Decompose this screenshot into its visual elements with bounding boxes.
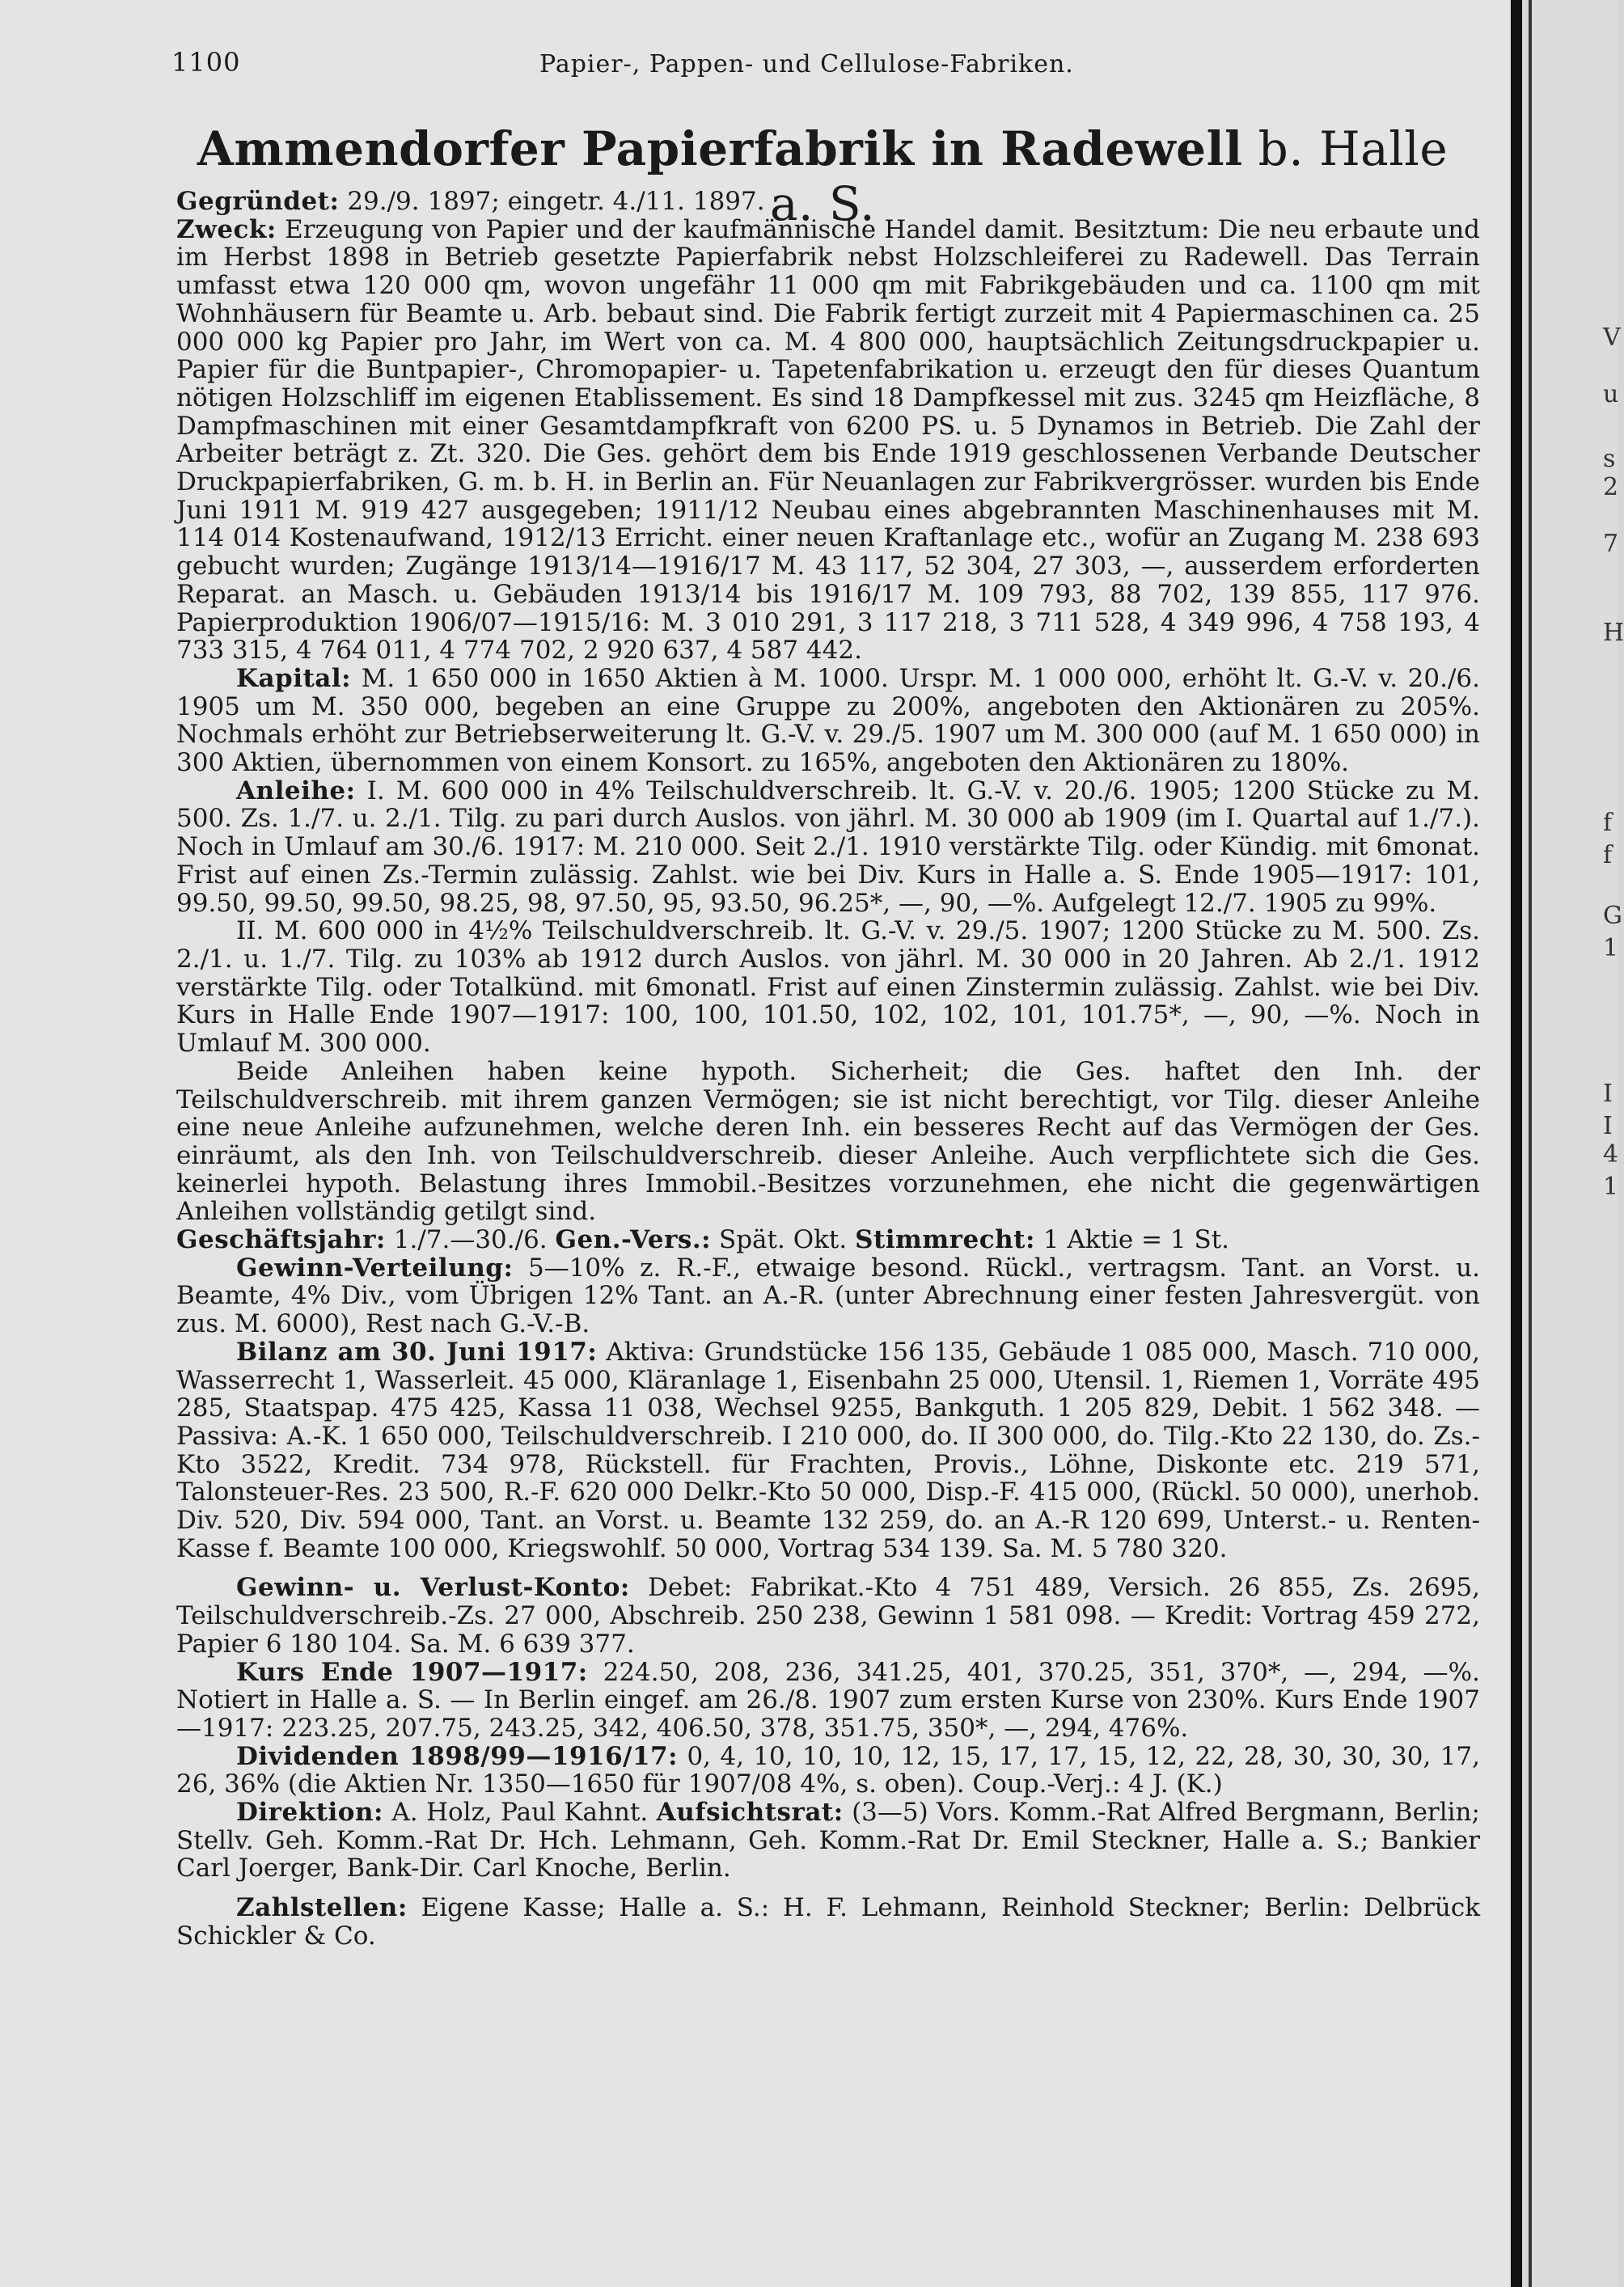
- section-label: Gewinn- u. Verlust-Konto:: [236, 1573, 630, 1603]
- section-anleihe-note: [176, 1058, 1480, 1226]
- section-zweck: [176, 216, 1480, 665]
- section-text: 0, 4, 10, 10, 10, 12, 15, 17, 17, 15, 12, 22, 28, 30, 30, 30, 17, 26, 36% (die Aktien Nr. 1350—1650 für 1907/08 4%, s. oben). Coup.-Verj.: 4 J. (K.): [176, 1741, 1480, 1799]
- aufsichtsrat-text: (3—5) Vors. Komm.-Rat Alfred Bergmann, Berlin; Stellv. Geh. Komm.-Rat Dr. Hch. Lehmann, Geh. Komm.-Rat Dr. Emil Steckner, Halle a. S.; Bankier Carl Joerger, Bank-Dir. Carl Knoche, Berlin.: [176, 1798, 1480, 1883]
- section-kurs: [176, 1659, 1480, 1743]
- margin-fragment: 4: [1603, 1140, 1619, 1169]
- section-text: II. M. 600 000 in 4½% Teilschuldverschreib. lt. G.-V. v. 29./5. 1907; 1200 Stücke zu M. 500. Zs. 2./1. u. 1./7. Tilg. zu 103% ab 1912 durch Auslos. von jährl. M. 30 000 in 20 Jahren. Ab 2./1. 1912 verstärkte Tilg. oder Totalkünd. mit 6monatl. Frist auf einen Zinstermin zulässig. Zahlst. wie bei Div. Kurs in Halle Ende 1907—1917: 100, 100, 101.50, 102, 102, 101, 101.75*, —, 90, —%. Noch in Umlauf M. 300 000.: [176, 916, 1480, 1059]
- spacer: [176, 1562, 1480, 1574]
- section-direktion: [176, 1799, 1480, 1883]
- page-number: 1100: [171, 47, 241, 78]
- section-zahlstellen: [176, 1894, 1480, 1950]
- section-text: M. 1 650 000 in 1650 Aktien à M. 1000. Urspr. M. 1 000 000, erhöht lt. G.-V. v. 20./6. 1905 um M. 350 000, begeben an eine Gruppe zu 200%, angeboten den Aktionären zu 205%. Nochmals erhöht zur Betriebserweiterung lt. G.-V. v. 29./5. 1907 um M. 300 000 (auf M. 1 650 000) in 300 Aktien, übernommen von einem Konsort. zu 165%, angeboten den Aktionären zu 180%.: [176, 663, 1480, 778]
- gv-text: Spät. Okt.: [718, 1225, 848, 1255]
- section-label: Kurs Ende 1907—1917:: [236, 1657, 588, 1687]
- section-text: Erzeugung von Papier und der kaufmännische Handel damit. Besitztum: Die neu erbaute und im Herbst 1898 in Betrieb gesetzte Papierfabrik nebst Holzschleiferei zu Radewell. Das Terrain umfasst etwa 120 000 qm, wovon ungefähr 11 000 qm mit Fabrikgebäuden und ca. 1100 qm mit Wohnhäusern für Beamte u. Arb. bebaut sind. Die Fabrik fertigt zurzeit mit 4 Papiermaschinen ca. 25 000 000 kg Papier pro Jahr, im Wert von ca. M. 4 800 000, hauptsächlich Zeitungsdruckpapier u. Papier für die Buntpapier-, Chromopapier- u. Tapetenfabrikation u. erzeugt den für dieses Quantum nötigen Holzschliff im eigenen Etablissement. Es sind 18 Dampfkessel mit zus. 3245 qm Heizfläche, 8 Dampfmaschinen mit einer Gesamtdampfkraft von 6200 PS. u. 5 Dynamos in Betrieb. Die Zahl der Arbeiter beträgt z. Zt. 320. Die Ges. gehört dem bis Ende 1919 geschlossenen Verbande Deutscher Druckpapierfabriken, G. m. b. H. in Berlin an. Für Neuanlagen zur Fabrikvergrösser. wurden bis Ende Juni 1911 M. 919 427 ausgegeben; 1911/12 Neubau eines abgebrannten Maschinenhauses mit M. 114 014 Kostenaufwand, 1912/13 Erricht. einer neuen Kraftanlage etc., wofür an Zugang M. 238 693 gebucht wurden; Zugänge 1913/14—1916/17 M. 43 117, 52 304, 27 303, —, ausserdem erforderten Reparat. an Masch. u. Gebäuden 1913/14 bis 1916/17 M. 109 793, 88 702, 139 855, 117 976. Papierproduktion 1906/07—1915/16: M. 3 010 291, 3 117 218, 3 711 528, 4 349 996, 4 758 193, 4 733 315, 4 764 011, 4 774 702, 2 920 637, 4 587 442.: [176, 214, 1481, 666]
- section-text: Beide Anleihen haben keine hypoth. Sicherheit; die Ges. haftet den Inh. der Teilschuldverschreib. mit ihrem ganzen Vermögen; sie ist nicht berechtigt, vor Tilg. dieser Anleihe eine neue Anleihe aufzunehmen, welche deren Inh. ein besseres Recht auf das Vermögen der Ges. einräumt, als den Inh. von Teilschuldverschreib. dieser Anleihe. Auch verpflichtete sich die Ges. keinerlei hypoth. Belastung ihres Immobil.-Besitzes vorzunehmen, ehe nicht die gegenwärtigen Anleihen vollständig getilgt sind.: [176, 1056, 1480, 1227]
- margin-fragment: f: [1603, 841, 1613, 869]
- section-text: Aktiva: Grundstücke 156 135, Gebäude 1 085 000, Masch. 710 000, Wasserrecht 1, Wasserleit. 45 000, Kläranlage 1, Eisenbahn 25 000, Utensil. 1, Riemen 1, Vorräte 495 285, Staatspap. 475 425, Kassa 11 038, Wechsel 9255, Bankguth. 1 205 829, Debit. 1 562 348. — Passiva: A.-K. 1 650 000, Teilschuldverschreib. I 210 000, do. II 300 000, do. Tilg.-Kto 22 130, do. Zs.-Kto 3522, Kredit. 734 978, Rückstell. für Frachten, Provis., Löhne, Diskonte etc. 219 571, Talonsteuer-Res. 23 500, R.-F. 620 000 Delkr.-Kto 50 000, Disp.-F. 415 000, (Rückl. 50 000), unerhob. Div. 520, Div. 594 000, Tant. an Vorst. u. Beamte 132 259, do. an A.-R 120 699, Unterst.- u. Renten-Kasse f. Beamte 100 000, Kriegswohlf. 50 000, Vortrag 534 139. Sa. M. 5 780 320.: [176, 1337, 1480, 1563]
- section-label: Gewinn-Verteilung:: [236, 1253, 514, 1283]
- section-text: 5—10% z. R.-F., etwaige besond. Rückl., vertragsm. Tant. an Vorst. u. Beamte, 4% Div., vom Übrigen 12% Tant. an A.-R. (unter Abrechnung einer festen Jahresvergüt. von zus. M. 6000), Rest nach G.-V.-B.: [176, 1253, 1480, 1339]
- section-label: Direktion:: [236, 1798, 383, 1828]
- section-anleihe-1: [176, 777, 1480, 918]
- margin-fragment: 1: [1603, 1173, 1619, 1201]
- margin-fragment: V: [1603, 323, 1621, 352]
- page-header: [171, 47, 1465, 84]
- company-location: b. Halle a. S.: [769, 121, 1448, 231]
- section-label: Kapital:: [236, 663, 352, 693]
- section-gegruendet: [176, 188, 1480, 216]
- section-label: Bilanz am 30. Juni 1917:: [236, 1337, 598, 1367]
- section-text: Debet: Fabrikat.-Kto 4 751 489, Versich. 26 855, Zs. 2695, Teilschuldverschreib.-Zs. 27 000, Abschreib. 250 238, Gewinn 1 581 098. — Kredit: Vortrag 459 272, Papier 6 180 104. Sa. M. 6 639 377.: [176, 1573, 1481, 1659]
- stimmrecht-text: 1 Aktie = 1 St.: [1042, 1225, 1230, 1255]
- geschaeftsjahr-text: 1./7.—30./6.: [393, 1225, 548, 1255]
- book-gutter: [1511, 0, 1522, 2287]
- section-anleihe-2: [176, 917, 1480, 1058]
- section-label: Zahlstellen:: [236, 1893, 408, 1923]
- gv-label: Gen.-Vers.:: [555, 1225, 712, 1255]
- margin-fragment: s: [1603, 445, 1616, 473]
- margin-fragment: 1: [1603, 934, 1619, 962]
- adjacent-page-edge: [1532, 0, 1624, 2287]
- margin-fragment: I: [1603, 1080, 1613, 1108]
- margin-fragment: G: [1603, 902, 1622, 930]
- section-text: A. Holz, Paul Kahnt.: [391, 1798, 649, 1828]
- section-dividenden: [176, 1743, 1480, 1799]
- section-bilanz: [176, 1338, 1480, 1563]
- section-label: Gegründet:: [176, 187, 340, 216]
- section-text: I. M. 600 000 in 4% Teilschuldverschreib. lt. G.-V. v. 20./6. 1905; 1200 Stücke zu M. 500. Zs. 1./7. u. 2./1. Tilg. zu pari durch Auslos. von jährl. M. 30 000 ab 1909 (im I. Quartal auf 1./7.). Noch in Umlauf am 30./6. 1917: M. 210 000. Seit 2./1. 1910 verstärkte Tilg. oder Kündig. mit 6monat. Frist auf einen Zs.-Termin zulässig. Zahlst. wie bei Div. Kurs in Halle a. S. Ende 1905—1917: 101, 99.50, 99.50, 99.50, 98.25, 98, 97.50, 95, 93.50, 96.25*, —, 90, —%. Aufgelegt 12./7. 1905 zu 99%.: [176, 776, 1480, 918]
- section-gewinn-verlust: [176, 1574, 1480, 1658]
- section-geschaeftsjahr: [176, 1226, 1480, 1254]
- section-text: Eigene Kasse; Halle a. S.: H. F. Lehmann, Reinhold Steckner; Berlin: Delbrück Schickler & Co.: [176, 1893, 1480, 1951]
- section-label: Zweck:: [176, 214, 277, 244]
- margin-fragment: f: [1603, 809, 1613, 837]
- spacer: [176, 1883, 1480, 1894]
- margin-fragment: 7: [1603, 530, 1619, 558]
- margin-fragment: H: [1603, 619, 1624, 647]
- section-kapital: [176, 665, 1480, 777]
- geschaeftsjahr-label: Geschäftsjahr:: [176, 1225, 386, 1255]
- company-name: Ammendorfer Papierfabrik in Radewell: [197, 121, 1243, 176]
- section-text: 29./9. 1897; eingetr. 4./11. 1897.: [347, 187, 765, 216]
- running-title: Papier-, Pappen- und Cellulose-Fabriken.: [539, 50, 1074, 78]
- entry-body: [176, 188, 1480, 1951]
- margin-fragment: I: [1603, 1112, 1613, 1140]
- section-gewinn-verteilung: [176, 1254, 1480, 1338]
- margin-fragment: u: [1603, 380, 1619, 408]
- margin-fragment: 2: [1603, 473, 1619, 501]
- section-label: Anleihe:: [236, 776, 356, 805]
- section-label: Dividenden 1898/99—1916/17:: [236, 1741, 679, 1771]
- stimmrecht-label: Stimmrecht:: [855, 1225, 1035, 1255]
- aufsichtsrat-label: Aufsichtsrat:: [656, 1798, 844, 1828]
- section-text: 224.50, 208, 236, 341.25, 401, 370.25, 351, 370*, —, 294, —%. Notiert in Halle a. S. — In Berlin eingef. am 26./8. 1907 zum ersten Kurse von 230%. Kurs Ende 1907—1917: 223.25, 207.75, 243.25, 342, 406.50, 378, 351.75, 350*, —, 294, 476%.: [176, 1657, 1480, 1743]
